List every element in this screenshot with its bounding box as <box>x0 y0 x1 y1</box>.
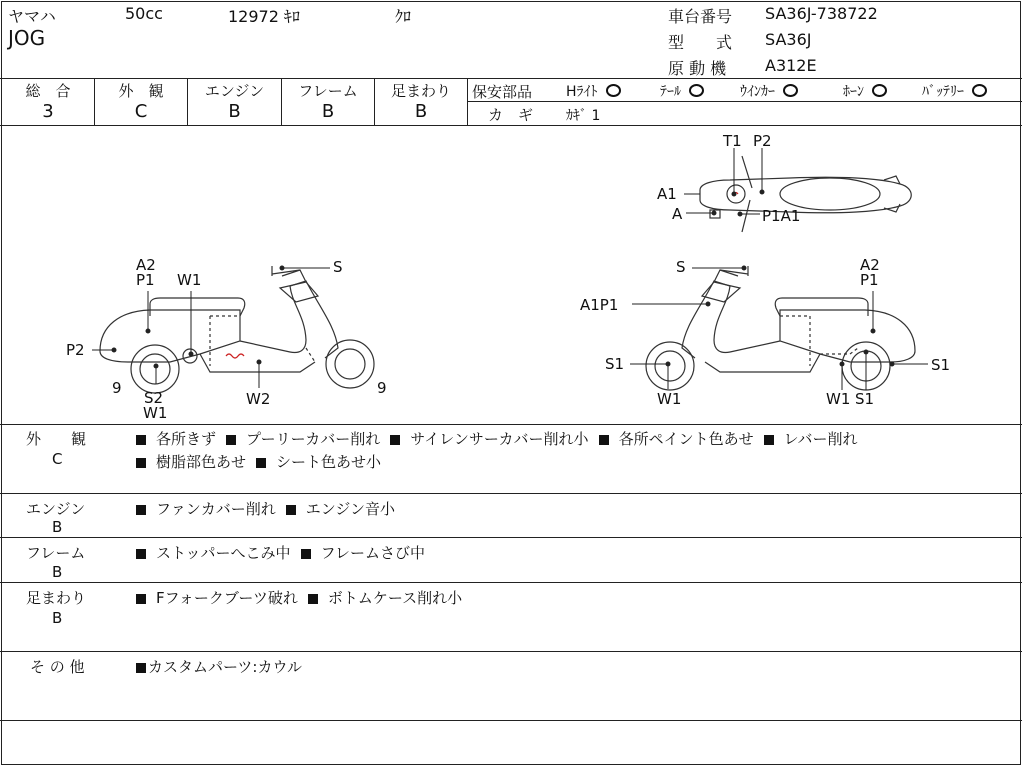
winker-label: ｳｲﾝｶｰ <box>740 84 775 100</box>
headlight-label: Hﾗｲﾄ <box>566 84 598 100</box>
detail-item <box>256 451 381 472</box>
overall-grade: 3 <box>42 101 54 122</box>
bullet-icon <box>286 505 296 515</box>
type-value: SA36J <box>765 30 812 49</box>
diagram-label: A1 <box>657 185 677 203</box>
diagram-label: A2 <box>136 256 156 274</box>
engine-grade: B <box>228 101 241 122</box>
detail-item <box>301 542 425 563</box>
diagram-label: A2 <box>860 256 880 274</box>
detail-exterior-label: 外 観 <box>26 430 87 448</box>
safety-battery <box>922 81 987 101</box>
detail-item <box>286 498 395 519</box>
suspension-grade: B <box>414 101 428 122</box>
safety-horn <box>843 81 887 101</box>
detail-exterior-grade: C <box>52 450 63 468</box>
divider <box>467 101 1022 102</box>
bullet-icon <box>136 549 146 559</box>
detail-item <box>136 656 302 677</box>
ok-circle-icon <box>606 84 621 97</box>
divider <box>467 78 468 125</box>
detail-frame-grade: B <box>52 563 63 581</box>
diagram-label: S1 <box>605 355 625 373</box>
chassis-no-label: 車台番号 <box>668 7 733 26</box>
detail-text: プーリーカバー削れ <box>246 430 381 448</box>
exterior-label: 外 観 <box>118 82 164 100</box>
key-value: ｶｷﾞ 1 <box>566 108 601 124</box>
type-label: 型 式 <box>668 33 733 52</box>
horn-label: ﾎｰﾝ <box>843 84 864 100</box>
detail-text: シート色あせ小 <box>276 453 382 471</box>
engine-grade-label: エンジン <box>204 82 265 100</box>
diagram-label: P1 <box>136 271 155 289</box>
diagram-label: P1A1 <box>762 207 801 225</box>
diagram-label: S <box>333 258 343 276</box>
diagram-label: W2 <box>246 390 271 408</box>
diagram-label: A1P1 <box>580 296 619 314</box>
diagram-label: W1 <box>657 390 682 408</box>
diagram-label: S2 <box>144 389 164 407</box>
maker: ヤマハ <box>8 7 56 26</box>
detail-item <box>136 451 246 472</box>
divider <box>0 78 1022 79</box>
battery-label: ﾊﾞｯﾃﾘｰ <box>922 84 964 100</box>
detail-suspension-label: 足まわり <box>26 589 87 607</box>
diagram-label: P2 <box>753 132 772 150</box>
safety-tail <box>660 81 704 101</box>
divider <box>0 424 1022 425</box>
detail-item <box>308 587 462 608</box>
detail-engine-grade: B <box>52 518 63 536</box>
damage-mark <box>226 354 244 358</box>
mileage <box>228 4 300 27</box>
model-name: JOG <box>8 26 46 50</box>
ok-circle-icon <box>689 84 704 97</box>
detail-item <box>136 587 298 608</box>
chassis-no-value: SA36J-738722 <box>765 4 878 23</box>
engine-value: A312E <box>765 56 817 75</box>
bullet-icon <box>136 663 146 673</box>
bullet-icon <box>256 458 266 468</box>
diagram-label: T1 <box>723 132 742 150</box>
detail-item <box>136 542 291 563</box>
detail-suspension-grade: B <box>52 609 63 627</box>
bullet-icon <box>308 594 318 604</box>
bullet-icon <box>301 549 311 559</box>
detail-text: 各所ペイント色あせ <box>618 430 754 448</box>
suspension-label: 足まわり <box>390 82 451 100</box>
detail-frame-label: フレーム <box>26 544 86 562</box>
diagram-label: S <box>676 258 686 276</box>
diagram-label: S1 <box>855 390 875 408</box>
detail-text: サイレンサーカバー削れ小 <box>410 430 589 448</box>
ok-circle-icon <box>783 84 798 97</box>
overall-label: 総 合 <box>25 82 71 100</box>
detail-item <box>226 428 380 449</box>
detail-other-line-1 <box>136 656 312 677</box>
safety-winker <box>740 81 798 101</box>
frame-label: フレーム <box>298 82 358 100</box>
key-label: カ ギ <box>488 106 534 124</box>
detail-item <box>390 428 588 449</box>
diagram-label: S1 <box>931 356 951 374</box>
safety-parts-label: 保安部品 <box>472 83 533 101</box>
detail-exterior-line-1 <box>136 428 868 449</box>
detail-text: ボトムケース削れ小 <box>327 589 463 607</box>
detail-item <box>136 428 216 449</box>
diagram-label: A <box>672 205 683 223</box>
divider <box>0 537 1022 538</box>
bullet-icon <box>764 435 774 445</box>
detail-text: フレームさび中 <box>320 544 425 562</box>
bullet-icon <box>136 458 146 468</box>
detail-text: ストッパーへこみ中 <box>156 544 291 562</box>
detail-text: エンジン音小 <box>305 500 395 518</box>
detail-frame-line-1 <box>136 542 435 563</box>
detail-suspension-line-1 <box>136 587 472 608</box>
bullet-icon <box>136 505 146 515</box>
diagram-label: P2 <box>66 341 85 359</box>
engine-label: 原 動 機 <box>668 59 727 78</box>
diagram-label: W1 <box>826 390 851 408</box>
divider <box>0 651 1022 652</box>
diagram-label: 9 <box>112 379 122 397</box>
detail-item <box>136 498 276 519</box>
detail-engine-line-1 <box>136 498 405 519</box>
frame-grade: B <box>321 101 335 122</box>
mileage-unit: ｷﾛ <box>284 7 301 26</box>
color: ｸﾛ <box>395 7 412 26</box>
diagram-label: W1 <box>177 271 202 289</box>
detail-other-label: そ の 他 <box>30 658 85 676</box>
detail-text: カスタムパーツ:カウル <box>148 658 303 676</box>
bullet-icon <box>390 435 400 445</box>
ok-circle-icon <box>972 84 987 97</box>
mileage-value: 12972 <box>228 7 279 26</box>
tail-label: ﾃｰﾙ <box>660 84 681 100</box>
detail-item <box>764 428 858 449</box>
divider <box>0 493 1022 494</box>
exterior-grade: C <box>134 101 148 122</box>
bullet-icon <box>136 594 146 604</box>
diagram-label: 9 <box>377 379 387 397</box>
detail-text: Fフォークブーツ破れ <box>156 589 298 607</box>
ok-circle-icon <box>872 84 887 97</box>
divider <box>0 720 1022 721</box>
bullet-icon <box>226 435 236 445</box>
diagram-label: P1 <box>860 271 879 289</box>
divider <box>0 582 1022 583</box>
bullet-icon <box>136 435 146 445</box>
detail-exterior-line-2 <box>136 451 391 472</box>
detail-text: レバー削れ <box>783 430 858 448</box>
detail-text: 樹脂部色あせ <box>156 453 247 471</box>
displacement: 50cc <box>125 4 163 23</box>
diagram-label: W1 <box>143 404 168 422</box>
safety-headlight <box>566 81 621 101</box>
detail-text: ファンカバー削れ <box>156 500 276 518</box>
detail-item <box>599 428 754 449</box>
detail-engine-label: エンジン <box>26 500 86 518</box>
detail-text: 各所きず <box>156 430 217 448</box>
bullet-icon <box>599 435 609 445</box>
